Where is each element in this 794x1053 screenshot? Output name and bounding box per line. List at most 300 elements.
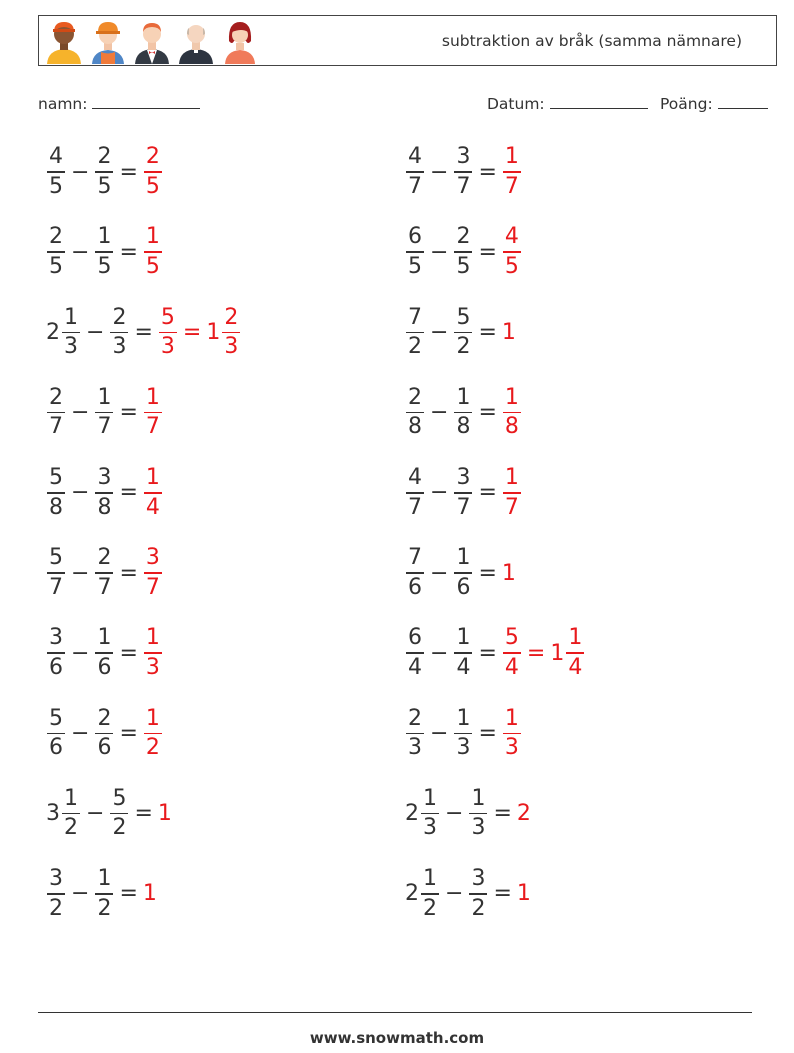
numerator: 1: [568, 625, 583, 651]
answer-value-fraction: [144, 547, 162, 599]
denominator: 7: [97, 574, 112, 600]
denominator: 3: [145, 654, 160, 680]
numerator: 4: [49, 144, 63, 170]
numerator: 3: [456, 465, 471, 490]
denominator: 5: [97, 173, 112, 199]
minus-sign: −: [430, 239, 449, 265]
score-blank[interactable]: [718, 94, 768, 109]
answer-value-fraction: [144, 146, 162, 198]
numerator: 1: [504, 144, 519, 170]
answer-mixed-whole: 1: [206, 319, 221, 345]
numerator: 5: [504, 625, 519, 651]
equals-sign: =: [478, 720, 497, 746]
minuend: [405, 705, 425, 761]
minuend: [405, 868, 440, 920]
numerator: 1: [97, 625, 112, 651]
denominator: 6: [97, 735, 112, 761]
denominator: 7: [408, 173, 422, 199]
numerator: 1: [97, 384, 112, 410]
numerator: 5: [160, 304, 175, 330]
minus-sign: −: [71, 480, 90, 506]
answer-mixed: [206, 304, 241, 360]
minus-sign: −: [430, 400, 449, 426]
subtrahend: [94, 705, 114, 761]
numerator: 1: [504, 465, 519, 490]
name-label: namn:: [38, 95, 88, 113]
minuend-fraction: [47, 226, 65, 278]
minuend: [46, 868, 66, 920]
problem-row: [405, 782, 532, 846]
problem-row: [405, 140, 522, 204]
answer-value: [143, 627, 163, 679]
minuend: [405, 146, 425, 198]
answer-value: [502, 226, 522, 278]
answer: [517, 801, 532, 826]
minuend-whole: 2: [405, 801, 419, 827]
answer: [143, 627, 163, 679]
subtrahend: [453, 547, 473, 599]
problem-row: [405, 862, 532, 926]
problem-row: [46, 220, 163, 284]
denominator: 5: [408, 253, 422, 279]
subtrahend: [94, 547, 114, 599]
answer-equals-sign: =: [182, 319, 202, 345]
subtrahend-fraction: [454, 384, 472, 440]
denominator: 3: [456, 735, 471, 761]
minuend: [405, 226, 425, 278]
subtrahend-fraction: [469, 868, 487, 920]
denominator: 5: [49, 173, 63, 199]
minuend-fraction: [406, 226, 424, 278]
numerator: 3: [471, 866, 486, 891]
minuend: [46, 467, 66, 519]
numerator: 3: [97, 465, 112, 490]
equals-sign: =: [119, 560, 138, 586]
footer-url: www.snowmath.com: [309, 1029, 485, 1047]
answer-value: [158, 304, 178, 360]
answer: [143, 467, 163, 519]
subtrahend-fraction: [454, 146, 472, 198]
denominator: 8: [504, 414, 519, 440]
boy-orange-icon: [44, 17, 84, 65]
numerator: 1: [145, 625, 160, 651]
name-blank[interactable]: [92, 94, 200, 109]
minus-sign: −: [430, 319, 449, 345]
minuend: [405, 467, 425, 519]
minus-sign: −: [445, 801, 464, 827]
minus-sign: −: [445, 881, 464, 907]
minuend: [405, 384, 425, 440]
numerator: 3: [456, 144, 471, 170]
numerator: 3: [49, 625, 63, 651]
numerator: 2: [49, 224, 63, 250]
subtrahend: [94, 226, 114, 278]
denominator: 5: [97, 253, 112, 279]
denominator: 7: [408, 494, 422, 520]
answer: [143, 705, 163, 761]
answer-value-whole: 1: [157, 801, 172, 827]
name-field: [38, 94, 200, 113]
numerator: 4: [408, 144, 422, 170]
subtrahend: [453, 627, 473, 679]
minus-sign: −: [71, 720, 90, 746]
priest-icon: [176, 17, 216, 65]
minuend: [46, 705, 66, 761]
minus-sign: −: [430, 159, 449, 185]
waiter-icon: [132, 17, 172, 65]
minuend-fraction: [47, 384, 65, 440]
minuend-fraction: [406, 705, 424, 761]
subtrahend: [468, 785, 488, 841]
date-label: Datum:: [487, 95, 545, 113]
answer-value: [143, 547, 163, 599]
answer-value-whole: 1: [142, 881, 157, 907]
denominator: 3: [64, 334, 78, 360]
numerator: 1: [145, 705, 160, 731]
subtrahend-fraction: [95, 705, 113, 761]
score-label: Poäng:: [660, 95, 713, 113]
denominator: 7: [504, 173, 519, 199]
answer-value: [517, 801, 532, 826]
worksheet-title: subtraktion av bråk (samma nämnare): [441, 32, 742, 50]
minuend: [46, 304, 81, 360]
answer-value: [502, 320, 517, 345]
subtrahend: [453, 304, 473, 360]
answer: [143, 881, 158, 906]
numerator: 6: [408, 625, 422, 651]
minuend: [405, 547, 425, 599]
problem-row: [46, 140, 163, 204]
denominator: 7: [49, 414, 63, 440]
denominator: 3: [112, 334, 127, 360]
answer-value-fraction: [503, 384, 521, 440]
minuend: [405, 627, 425, 679]
denominator: 2: [49, 895, 63, 921]
minuend: [46, 627, 66, 679]
minuend-fraction: [406, 384, 424, 440]
subtrahend-fraction: [95, 384, 113, 440]
denominator: 6: [49, 654, 63, 680]
subtrahend-fraction: [454, 705, 472, 761]
denominator: 4: [408, 654, 422, 680]
answer-value-fraction: [144, 226, 162, 278]
denominator: 2: [423, 895, 437, 921]
answer-mixed: [550, 627, 585, 679]
problem-row: [405, 300, 517, 364]
answer-value-fraction: [503, 467, 521, 519]
problem-row: [46, 701, 163, 765]
subtrahend-fraction: [95, 868, 113, 920]
answer-value: [143, 146, 163, 198]
minuend-fraction: [47, 627, 65, 679]
problem-row: [46, 461, 163, 525]
problem-row: [405, 381, 522, 445]
date-field: [487, 94, 648, 113]
answer-value: [502, 384, 522, 440]
footer-divider: [38, 1012, 752, 1013]
minus-sign: −: [430, 720, 449, 746]
minus-sign: −: [71, 400, 90, 426]
answer: [502, 384, 522, 440]
answer-value-fraction: [144, 467, 162, 519]
equals-sign: =: [119, 720, 138, 746]
subtrahend-fraction: [95, 627, 113, 679]
equals-sign: =: [478, 640, 497, 666]
answer-value: [143, 881, 158, 906]
numerator: 1: [456, 705, 471, 731]
denominator: 2: [64, 815, 78, 841]
numerator: 2: [456, 224, 471, 250]
numerator: 2: [49, 384, 63, 410]
numerator: 1: [456, 384, 471, 410]
minus-sign: −: [71, 640, 90, 666]
answer: [502, 320, 517, 345]
minus-sign: −: [86, 319, 105, 345]
numerator: 1: [456, 625, 471, 651]
numerator: 2: [112, 304, 127, 330]
denominator: 6: [49, 735, 63, 761]
answer: [158, 304, 241, 360]
answer-value-fraction: [144, 384, 162, 440]
numerator: 2: [97, 144, 112, 170]
minuend-whole: 2: [46, 319, 60, 345]
problem-row: [405, 461, 522, 525]
subtrahend: [109, 304, 129, 360]
subtrahend: [453, 384, 473, 440]
numerator: 1: [145, 224, 160, 250]
subtrahend-fraction: [454, 304, 472, 360]
numerator: 2: [145, 144, 160, 170]
answer-value-fraction: [144, 705, 162, 761]
problem-row: [405, 701, 522, 765]
minus-sign: −: [71, 560, 90, 586]
minuend-fraction: [406, 304, 424, 360]
denominator: 7: [456, 173, 471, 199]
equals-sign: =: [119, 159, 138, 185]
subtrahend-fraction: [454, 627, 472, 679]
answer-value-whole: 1: [516, 881, 531, 907]
denominator: 2: [145, 735, 160, 761]
minuend-fraction: [421, 868, 439, 920]
equals-sign: =: [478, 159, 497, 185]
numerator: 1: [471, 785, 486, 811]
answer-value: [158, 801, 173, 826]
problem-row: [405, 621, 585, 685]
answer: [158, 801, 173, 826]
denominator: 4: [568, 654, 583, 680]
numerator: 2: [97, 705, 112, 731]
answer: [143, 547, 163, 599]
subtrahend: [94, 146, 114, 198]
subtrahend: [94, 384, 114, 440]
answer: [143, 226, 163, 278]
minuend-fraction: [406, 547, 424, 599]
minuend-fraction: [406, 467, 424, 519]
equals-sign: =: [119, 400, 138, 426]
numerator: 1: [504, 705, 519, 731]
denominator: 2: [471, 895, 486, 921]
answer-value-whole: 1: [501, 560, 516, 586]
subtrahend-fraction: [95, 547, 113, 599]
answer: [143, 146, 163, 198]
denominator: 7: [456, 494, 471, 520]
subtrahend: [94, 627, 114, 679]
minuend-fraction: [47, 146, 65, 198]
denominator: 3: [423, 815, 437, 841]
denominator: 4: [456, 654, 471, 680]
answer: [143, 384, 163, 440]
answer: [502, 705, 522, 761]
minus-sign: −: [71, 239, 90, 265]
minuend-fraction: [406, 146, 424, 198]
answer: [502, 627, 585, 679]
equals-sign: =: [119, 640, 138, 666]
denominator: 8: [456, 414, 471, 440]
denominator: 3: [504, 735, 519, 761]
subtrahend-fraction: [454, 467, 472, 519]
numerator: 5: [456, 304, 471, 330]
problem-row: [405, 541, 517, 605]
denominator: 8: [49, 494, 63, 520]
denominator: 3: [224, 334, 239, 360]
denominator: 6: [456, 574, 471, 600]
score-field: [660, 94, 768, 113]
subtrahend-fraction: [95, 226, 113, 278]
denominator: 8: [408, 414, 422, 440]
numerator: 1: [423, 866, 437, 891]
minuend-whole: 3: [46, 801, 60, 827]
subtrahend-fraction: [95, 467, 113, 519]
problem-row: [46, 541, 163, 605]
answer-value: [502, 467, 522, 519]
minuend-whole: 2: [405, 881, 419, 907]
minuend: [46, 146, 66, 198]
subtrahend-fraction: [469, 785, 487, 841]
numerator: 2: [224, 304, 239, 330]
answer-value: [502, 627, 522, 679]
answer-value-whole: 1: [501, 319, 516, 345]
denominator: 7: [145, 574, 160, 600]
subtrahend: [453, 705, 473, 761]
date-blank[interactable]: [550, 94, 648, 109]
equals-sign: =: [478, 239, 497, 265]
denominator: 7: [145, 414, 160, 440]
equals-sign: =: [493, 881, 512, 907]
denominator: 5: [504, 253, 519, 279]
numerator: 1: [97, 224, 112, 250]
minuend: [46, 384, 66, 440]
denominator: 5: [49, 253, 63, 279]
problem-row: [46, 300, 241, 364]
answer-value-fraction: [144, 627, 162, 679]
equals-sign: =: [134, 319, 153, 345]
denominator: 6: [408, 574, 422, 600]
answer-value: [517, 881, 532, 906]
numerator: 4: [504, 224, 519, 250]
numerator: 2: [408, 705, 422, 731]
denominator: 5: [145, 253, 160, 279]
numerator: 2: [408, 384, 422, 410]
problem-row: [46, 782, 173, 846]
numerator: 5: [49, 545, 63, 571]
girl-red-hair-icon: [220, 17, 260, 65]
minuend: [405, 304, 425, 360]
answer-value: [502, 146, 522, 198]
minus-sign: −: [71, 881, 90, 907]
answer-value-fraction: [503, 226, 521, 278]
minus-sign: −: [430, 640, 449, 666]
denominator: 3: [408, 735, 422, 761]
answer: [502, 467, 522, 519]
numerator: 1: [423, 785, 437, 811]
numerator: 1: [504, 384, 519, 410]
minus-sign: −: [430, 480, 449, 506]
subtrahend: [94, 467, 114, 519]
denominator: 7: [49, 574, 63, 600]
answer-value-whole: 2: [516, 801, 531, 827]
answer-value: [502, 561, 517, 586]
minuend-fraction: [62, 785, 80, 841]
answer: [502, 226, 522, 278]
equals-sign: =: [119, 881, 138, 907]
subtrahend: [453, 226, 473, 278]
equals-sign: =: [119, 239, 138, 265]
numerator: 5: [49, 705, 63, 731]
denominator: 6: [97, 654, 112, 680]
answer: [517, 881, 532, 906]
denominator: 2: [408, 334, 422, 360]
equals-sign: =: [478, 400, 497, 426]
problem-row: [46, 381, 163, 445]
numerator: 5: [49, 465, 63, 490]
numerator: 1: [97, 866, 112, 891]
answer-mixed-whole: 1: [550, 640, 565, 666]
equals-sign: =: [478, 319, 497, 345]
subtrahend: [468, 868, 488, 920]
minuend-fraction: [406, 627, 424, 679]
problem-row: [46, 862, 158, 926]
denominator: 2: [112, 815, 127, 841]
numerator: 7: [408, 304, 422, 330]
answer-equals-sign: =: [526, 640, 546, 666]
answer-value: [502, 705, 522, 761]
numerator: 1: [64, 304, 78, 330]
numerator: 4: [408, 465, 422, 490]
minus-sign: −: [71, 159, 90, 185]
answer-mixed-fraction: [566, 627, 584, 679]
answer-value: [143, 226, 163, 278]
avatar-row: [44, 17, 260, 65]
answer-value: [143, 467, 163, 519]
denominator: 7: [97, 414, 112, 440]
answer-value: [143, 384, 163, 440]
numerator: 6: [408, 224, 422, 250]
problem-row: [46, 621, 163, 685]
answer: [502, 561, 517, 586]
minus-sign: −: [430, 560, 449, 586]
answer-value: [143, 705, 163, 761]
subtrahend-fraction: [95, 146, 113, 198]
minuend: [46, 547, 66, 599]
minuend-fraction: [47, 868, 65, 920]
equals-sign: =: [478, 560, 497, 586]
minuend: [46, 226, 66, 278]
subtrahend-fraction: [454, 547, 472, 599]
problem-row: [405, 220, 522, 284]
minuend: [46, 785, 81, 841]
numerator: 1: [145, 384, 160, 410]
numerator: 3: [145, 545, 160, 571]
